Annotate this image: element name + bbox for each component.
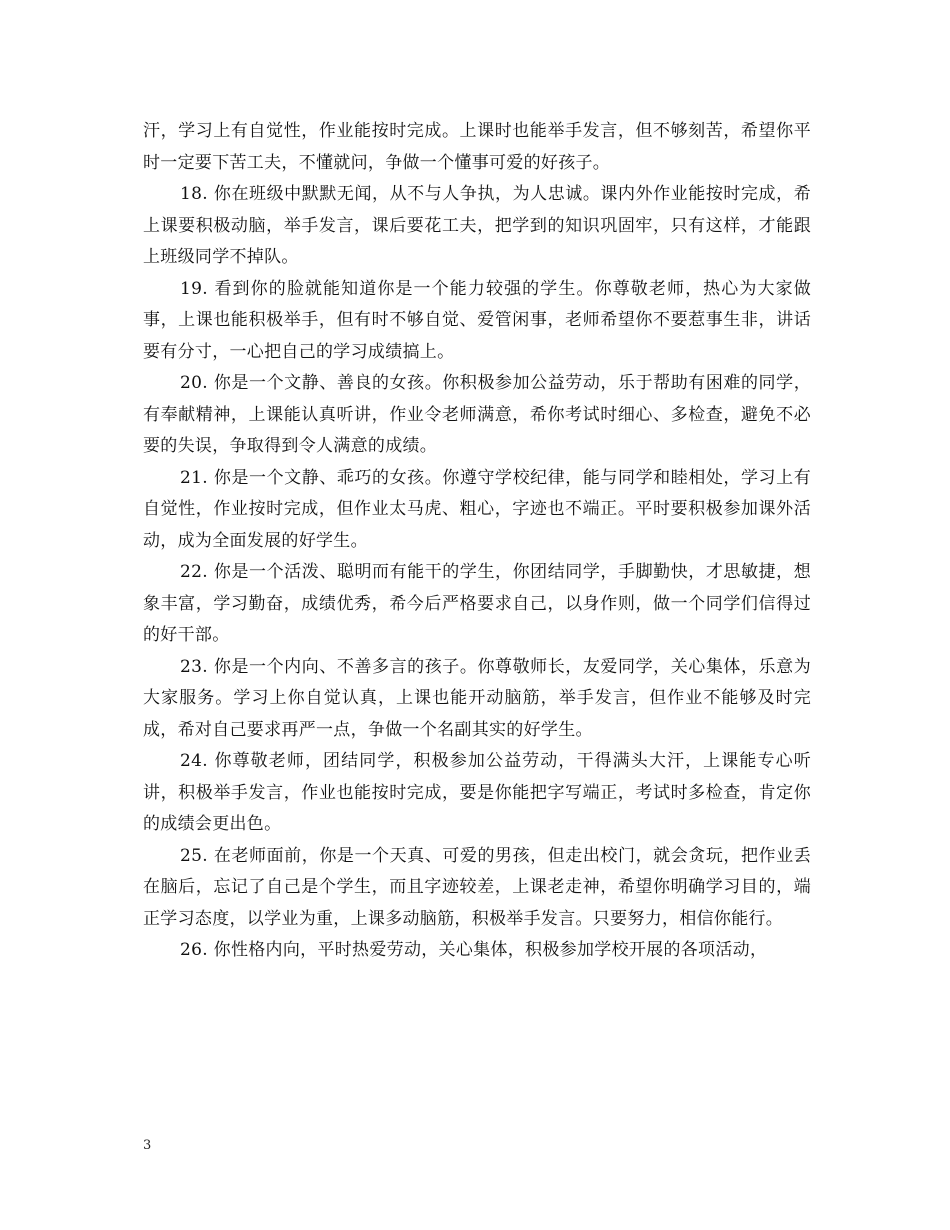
paragraph-comment-22: 22. 你是一个活泼、聪明而有能干的学生，你团结同学，手脚勤快，才思敏捷，想象丰富，学习勤奋，成绩优秀，希今后严格要求自己，以身作则，做一个同学们信得过的好干部。 (143, 562, 811, 645)
paragraph-comment-18: 18. 你在班级中默默无闻，从不与人争执，为人忠诚。课内外作业能按时完成，希上课要积极动脑，举手发言，课后要花工夫，把学到的知识巩固牢，只有这样，才能跟上班级同学不掉队。 (143, 184, 811, 267)
paragraph-comment-26: 26. 你性格内向，平时热爱劳动，关心集体，积极参加学校开展的各项活动， (180, 940, 768, 960)
paragraph-comment-24: 24. 你尊敬老师，团结同学，积极参加公益劳动，干得满头大汗，上课能专心听讲，积极举手发言，作业也能按时完成，要是你能把字写端正，考试时多检查，肯定你的成绩会更出色。 (143, 751, 811, 834)
paragraph-continuation: 汗，学习上有自觉性，作业能按时完成。上课时也能举手发言，但不够刻苦，希望你平时一定要下苦工夫，不懂就问，争做一个懂事可爱的好孩子。 (143, 121, 811, 173)
paragraph-comment-19: 19. 看到你的脸就能知道你是一个能力较强的学生。你尊敬老师，热心为大家做事，上课也能积极举手，但有时不够自觉、爱管闲事，老师希望你不要惹事生非，讲话要有分寸，一心把自己的学习成绩搞上。 (143, 278, 811, 362)
paragraph-comment-20: 20. 你是一个文静、善良的女孩。你积极参加公益劳动，乐于帮助有困难的同学，有奉献精神，上课能认真听讲，作业令老师满意，希你考试时细心、多检查，避免不必要的失误，争取得到令人满意的成绩。 (143, 373, 811, 456)
paragraph-comment-25: 25. 在老师面前，你是一个天真、可爱的男孩，但走出校门，就会贪玩，把作业丢在脑后，忘记了自己是个学生，而且字迹较差，上课老走神，希望你明确学习目的，端正学习态度，以学业为重，上课多动脑筋，积极举手发言。只要努力，相信你能行。 (143, 845, 811, 929)
paragraph-comment-23: 23. 你是一个内向、不善多言的孩子。你尊敬师长，友爱同学，关心集体，乐意为大家服务。学习上你自觉认真，上课也能开动脑筋，举手发言，但作业不能够及时完成，希对自己要求再严一点，争做一个名副其实的好学生。 (143, 656, 811, 740)
paragraph-comment-21: 21. 你是一个文静、乖巧的女孩。你遵守学校纪律，能与同学和睦相处，学习上有自觉性，作业按时完成，但作业太马虎、粗心，字迹也不端正。平时要积极参加课外活动，成为全面发展的好学生。 (143, 467, 811, 551)
page-number: 3 (143, 1138, 152, 1153)
document-body (143, 116, 811, 967)
